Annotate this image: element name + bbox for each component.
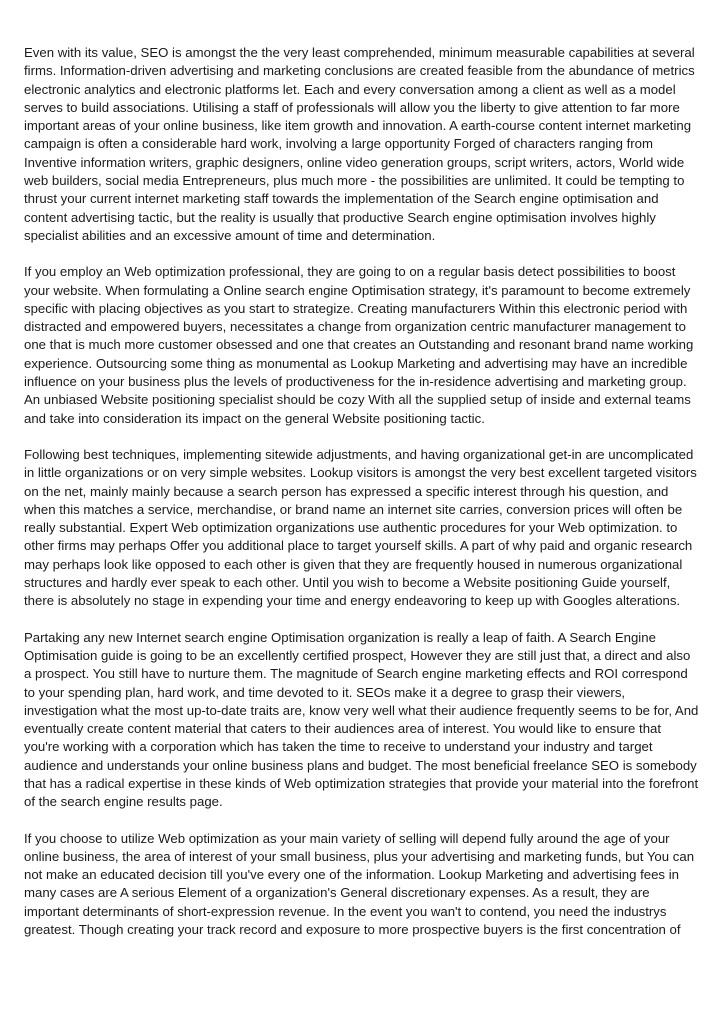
paragraph-1: Even with its value, SEO is amongst the the very least comprehended, minimum measurable capabilities at several firms. Information-driven advertising and marketing conclusions are created feasible from the abundance of metrics electronic analytics and electronic platforms let. Each and every conversation among a client as well as a model serves to build associations. Utilising a staff of professionals will allow you the liberty to give attention to far more important areas of your online business, like item growth and innovation. A earth-course content internet marketing campaign is often a considerable hard work, involving a large opportunity Forged of characters ranging from Inventive information writers, graphic designers, online video generation groups, script writers, actors, World wide web builders, social media Entrepreneurs, plus much more - the possibilities are unlimited. It could be tempting to thrust your current internet marketing staff towards the implementation of the Search engine optimisation and content advertising tactic, but the reality is usually that productive Search engine optimisation involves highly specialist abilities and an excessive amount of time and determination. bbox=[24, 45, 695, 243]
paragraph-4: Partaking any new Internet search engine Optimisation organization is really a leap of faith. A Search Engine Optimisation guide is going to be an excellently certified prospect, However they are still just that, a direct and also a prospect. You still have to nurture them. The magnitude of Search engine marketing effects and ROI correspond to your spending plan, hard work, and time devoted to it. SEOs make it a degree to grasp their viewers, investigation what the most up-to-date traits are, know very well what their audience frequently seems to be for, And eventually create content material that caters to their audiences area of interest. You would like to ensure that you're working with a corporation which has taken the time to receive to understand your industry and target audience and understands your online business plans and budget. The most beneficial freelance SEO is somebody that has a radical expertise in these kinds of Web optimization strategies that provide your material into the forefront of the search engine results page. bbox=[24, 629, 699, 810]
paragraph-3: Following best techniques, implementing sitewide adjustments, and having organizational get-in are uncomplicated in little organizations or on very simple websites. Lookup visitors is amongst the very best excellent targeted visitors on the net, mainly mainly because a search person has expressed a specific interest through his question, and when this matches a service, merchandise, or brand name an internet site carries, conversion prices will often be really substantial. Expert Web optimization organizations use authentic procedures for your Web optimization. to other firms may perhaps Offer you additional place to target yourself skills. A part of why paid and organic research may perhaps look like opposed to each other is given that they are frequently housed in numerous organizational structures and hardly ever speak to each other. Until you wish to become a Website positioning Guide yourself, there is absolutely no stage in expending your time and energy endeavoring to keep up with Googles alterations. bbox=[24, 446, 697, 609]
paragraph-5: If you choose to utilize Web optimization as your main variety of selling will depend fully around the age of your online business, the area of interest of your small business, plus your advertising and marketing funds, but You can not make an educated decision till you've every one of the information. Lookup Marketing and advertising fees in many cases are A serious Element of a organization's General discretionary expenses. As a result, they are important determinants of short-expression revenue. In the event you wan't to contend, you need the industrys greatest. Though creating your track record and exposure to more prospective buyers is the first concentration of bbox=[24, 830, 695, 938]
paragraph-2: If you employ an Web optimization professional, they are going to on a regular basis detect possibilities to boost your website. When formulating a Online search engine Optimisation strategy, it's paramount to become extremely specific with placing objectives as you start to strategize. Creating manufacturers Within this electronic period with distracted and empowered buyers, necessitates a change from organization centric manufacturer management to one that is much more customer obsessed and one that creates an Outstanding and resonant brand name working experience. Outsourcing some thing as monumental as Lookup Marketing and advertising may have an incredible influence on your business plus the levels of productiveness for the in-residence advertising and marketing group. An unbiased Website positioning specialist should be cozy With all the supplied setup of inside and external teams and take into consideration its impact on the general Website positioning tactic. bbox=[24, 264, 694, 426]
document-page bbox=[24, 44, 700, 1018]
